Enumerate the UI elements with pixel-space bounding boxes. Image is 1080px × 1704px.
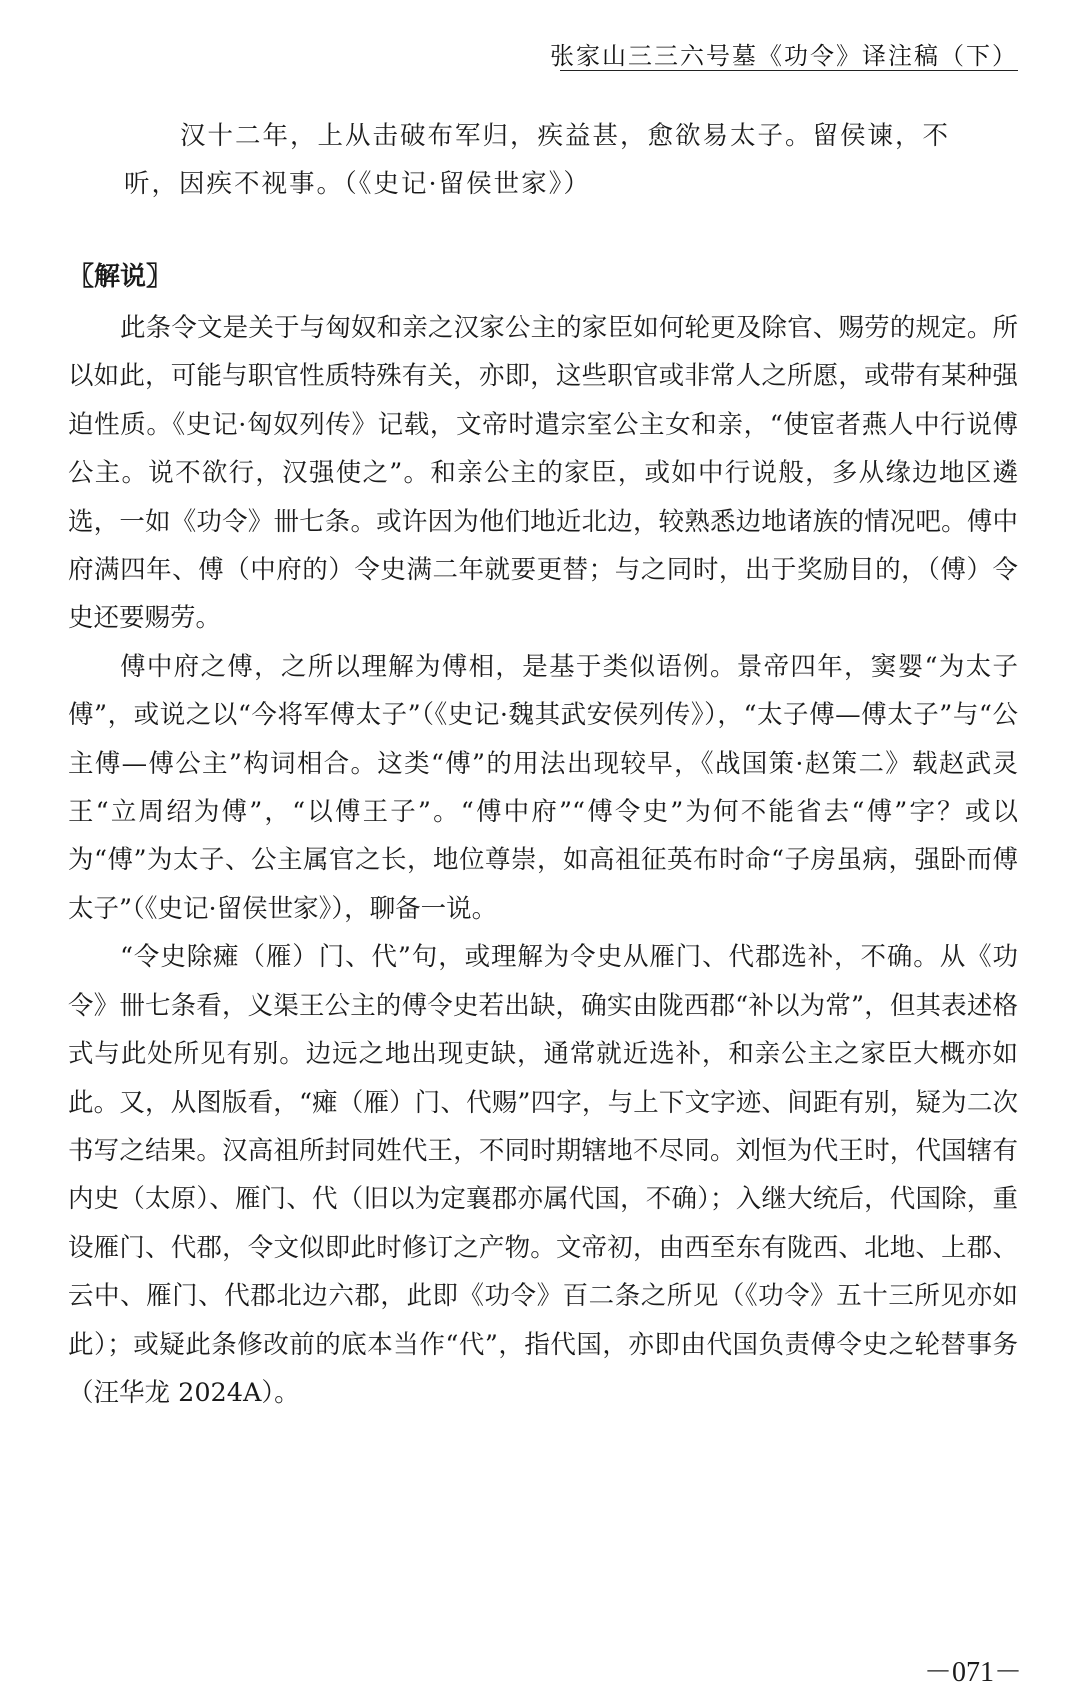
quote-line: 听，因疾不视事。（《史记·留侯世家》） bbox=[124, 169, 591, 199]
quote-line: 汉十二年，上从击破布军归，疾益甚，愈欲易太子。留侯谏，不 bbox=[180, 121, 951, 151]
paragraph: “令史除瘫（雁）门、代”句，或理解为令史从雁门、代郡选补，不确。从《功令》卌七条看，义渠王公主的傅令史若出缺，确实由陇西郡“补以为常”，但其表述格式与此处所见有别。边远之地出现吏缺，通常就近选补，和亲公主之家臣大概亦如此。又，从图版看，“瘫（雁）门、代赐”四字，与上下文字迹、间距有别，疑为二次书写之结果。汉高祖所封同姓代王，不同时期辖地不尽同。刘恒为代王时，代国辖有内史（太原）、雁门、代（旧以为定襄郡亦属代国，不确）；入继大统后，代国除，重设雁门、代郡，令文似即此时修订之产物。文帝初，由西至东有陇西、北地、上郡、云中、雁门、代郡北边六郡，此即《功令》百二条之所见（《功令》五十三所见亦如此）；或疑此条修改前的底本当作“代”，指代国，亦即由代国负责傅令史之轮替事务（汪华龙 2024A）。 bbox=[68, 942, 1018, 1408]
paragraph: 此条令文是关于与匈奴和亲之汉家公主的家臣如何轮更及除官、赐劳的规定。所以如此，可能与职官性质特殊有关，亦即，这些职官或非常人之所愿，或带有某种强迫性质。《史记·匈奴列传》记载，文帝时遣宗室公主女和亲，“使宦者燕人中行说傅公主。说不欲行，汉强使之”。和亲公主的家臣，或如中行说般，多从缘边地区遴选，一如《功令》卌七条。或许因为他们地近北边，较熟悉边地诸族的情况吧。傅中府满四年、傅（中府的）令史满二年就要更替；与之同时，出于奖励目的，（傅）令史还要赐劳。 bbox=[68, 313, 1018, 634]
header-rule bbox=[560, 70, 1018, 71]
block-quote bbox=[68, 112, 1018, 208]
commentary-body bbox=[68, 304, 1018, 1417]
section-heading: 〖解说〗 bbox=[68, 262, 173, 292]
page-content bbox=[68, 112, 1018, 1417]
running-head: 张家山三三六号墓《功令》译注稿（下） bbox=[550, 42, 1018, 70]
page-number: －071－ bbox=[923, 1657, 1022, 1688]
paragraph: 傅中府之傅，之所以理解为傅相，是基于类似语例。景帝四年，窦婴“为太子傅”，或说之以“今将军傅太子”（《史记·魏其武安侯列传》），“太子傅—傅太子”与“公主傅—傅公主”构词相合。这类“傅”的用法出现较早，《战国策·赵策二》载赵武灵王“立周绍为傅”，“以傅王子”。“傅中府”“傅令史”为何不能省去“傅”字？或以为“傅”为太子、公主属官之长，地位尊崇，如高祖征英布时命“子房虽病，强卧而傅太子”（《史记·留侯世家》），聊备一说。 bbox=[68, 651, 1018, 924]
